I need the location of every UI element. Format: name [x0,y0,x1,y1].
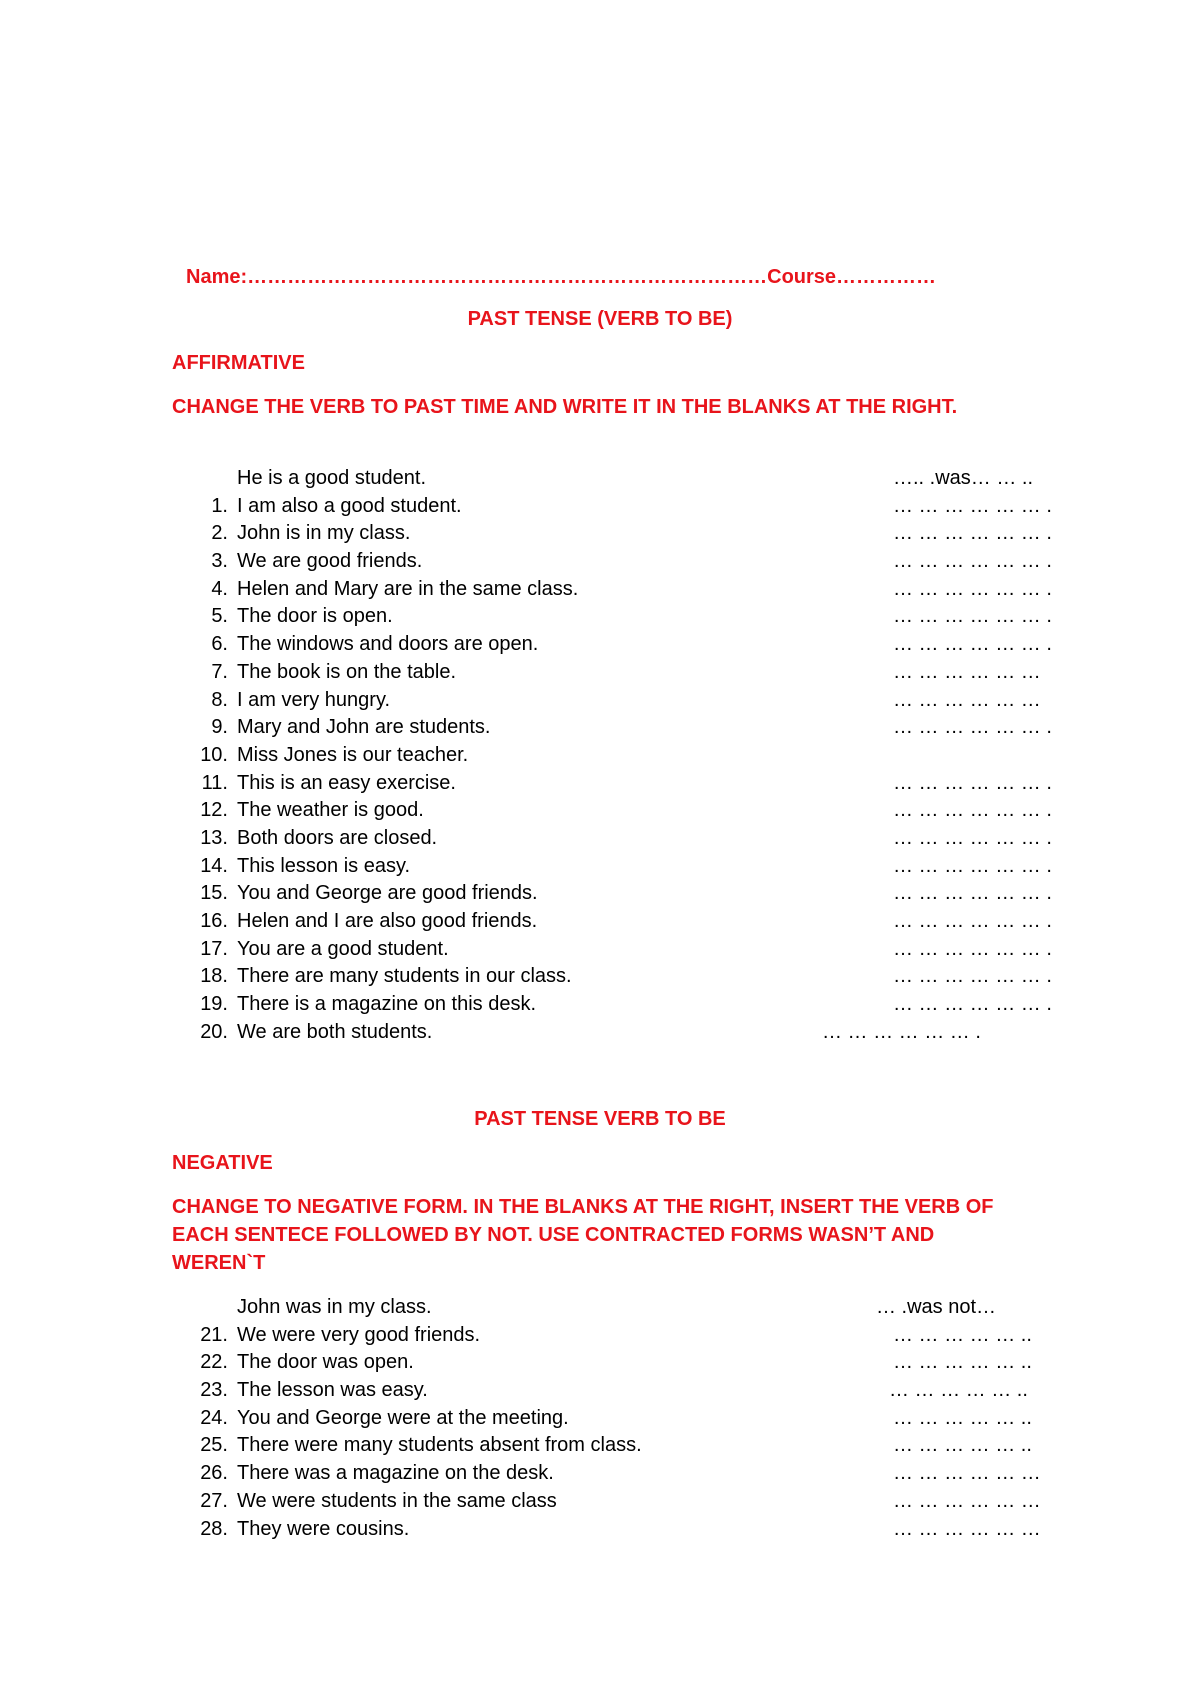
answer-blank[interactable]: … … … … … … . [893,882,1052,905]
answer-blank[interactable]: … … … … … .. [893,1434,1032,1457]
item-number: 12. [200,799,228,822]
example-answer: … .was not… [876,1296,997,1318]
exercise-row [200,687,1060,715]
answer-blank[interactable]: … … … … … … [893,1462,1041,1485]
item-number: 5. [211,605,228,628]
item-number: 27. [200,1489,228,1512]
item-number: 9. [211,716,228,739]
item-sentence: The lesson was easy. [237,1379,428,1402]
item-sentence: We are both students. [237,1020,433,1043]
item-sentence: The door was open. [237,1351,414,1374]
answer-blank[interactable]: … … … … … … . [893,550,1052,573]
item-number: 18. [200,965,228,988]
exercise-row [200,1405,1060,1433]
exercise-row [200,991,1060,1019]
item-number: 7. [211,660,228,683]
answer-blank[interactable]: … … … … … … [893,1517,1041,1540]
item-number: 16. [200,910,228,932]
answer-blank[interactable]: … … … … … … . [893,799,1052,822]
example-row [200,465,1060,493]
item-sentence: You and George are good friends. [237,882,538,905]
item-sentence: Miss Jones is our teacher. [237,743,469,766]
answer-blank[interactable]: … … … … … .. [889,1379,1028,1402]
exercise-row [200,493,1060,521]
exercise-row [200,603,1060,631]
exercise-row [200,576,1060,604]
example-sentence: He is a good student. [237,467,427,489]
item-sentence: Both doors are closed. [237,826,438,849]
item-number: 17. [200,937,228,960]
answer-blank[interactable]: … … … … … .. [893,1323,1032,1346]
item-number: 11. [201,771,228,794]
answer-blank[interactable]: … … … … … … . [893,937,1052,960]
answer-blank[interactable]: … … … … … … . [893,771,1052,794]
item-sentence: Mary and John are students. [237,716,491,739]
answer-blank[interactable]: … … … … … … [893,1489,1041,1512]
answer-blank[interactable]: … … … … … … . [893,965,1052,988]
item-sentence: We were very good friends. [237,1323,481,1346]
exercise-row [200,853,1060,881]
item-sentence: You are a good student. [237,937,449,960]
item-sentence: The windows and doors are open. [237,633,539,656]
item-number: 3. [211,550,228,573]
item-sentence: John is in my class. [237,522,411,545]
section1-exercise-list [200,465,1060,1046]
answer-blank[interactable]: … … … … … … . [893,854,1052,877]
item-number: 1. [211,494,228,517]
answer-blank[interactable]: … … … … … … [893,660,1041,683]
item-number: 14. [200,854,228,877]
example-answer: ….. .was… … .. [893,467,1034,489]
item-sentence: We are good friends. [237,550,423,573]
item-number: 23. [200,1379,228,1402]
item-sentence: The door is open. [237,605,393,628]
answer-blank[interactable]: … … … … … … [893,688,1041,711]
answer-blank[interactable]: … … … … … … . [893,522,1052,545]
answer-blank[interactable]: … … … … … … . [893,716,1052,739]
example-row [200,1294,1060,1322]
example-sentence: John was in my class. [237,1296,432,1318]
exercise-row [200,1460,1060,1488]
item-number: 21. [200,1323,228,1346]
item-number: 6. [211,633,228,656]
exercise-row [200,963,1060,991]
item-number: 10. [200,743,228,766]
exercise-row [200,1516,1060,1544]
name-course-line[interactable]: Name:……………………………………………………………………Course…………… [186,266,937,288]
exercise-row [200,1349,1060,1377]
item-sentence: There were many students absent from class. [237,1434,642,1457]
item-number: 25. [200,1434,228,1457]
item-number: 15. [200,882,228,905]
exercise-row [200,631,1060,659]
exercise-row [200,880,1060,908]
answer-blank[interactable]: … … … … … … . [893,494,1052,517]
item-sentence: They were cousins. [237,1517,410,1540]
item-number: 4. [211,577,228,600]
exercise-row [200,659,1060,687]
exercise-row [200,1488,1060,1516]
answer-blank[interactable]: … … … … … .. [893,1351,1032,1374]
section1-instruction: CHANGE THE VERB TO PAST TIME AND WRITE IT IN THE BLANKS AT THE RIGHT. [172,396,958,418]
exercise-row [200,1019,1060,1047]
item-number: 26. [200,1462,228,1485]
item-number: 22. [200,1351,228,1374]
exercise-row [200,520,1060,548]
item-number: 20. [200,1020,228,1043]
section2-title: PAST TENSE VERB TO BE [474,1108,726,1130]
item-sentence: There are many students in our class. [237,965,572,988]
item-number: 2. [211,522,228,545]
item-sentence: I am also a good student. [237,494,462,517]
exercise-row [200,825,1060,853]
exercise-row [200,797,1060,825]
item-sentence: There was a magazine on the desk. [237,1462,554,1485]
exercise-row [200,1377,1060,1405]
answer-blank[interactable]: … … … … … … . [893,910,1052,932]
item-sentence: I am very hungry. [237,688,391,711]
item-number: 28. [200,1517,228,1540]
exercise-row [200,936,1060,964]
item-sentence: The book is on the table. [237,660,457,683]
item-sentence: Helen and Mary are in the same class. [237,577,579,600]
item-sentence: The weather is good. [237,799,424,822]
exercise-row [200,1432,1060,1460]
exercise-row [200,742,1060,770]
section2-heading: NEGATIVE [172,1152,273,1174]
answer-blank[interactable]: … … … … … … . [893,993,1052,1016]
item-sentence: We were students in the same class [237,1489,557,1512]
item-number: 19. [200,993,228,1016]
exercise-row [200,770,1060,798]
answer-blank[interactable]: … … … … … .. [893,1406,1032,1429]
item-sentence: This is an easy exercise. [237,771,456,794]
section1-heading: AFFIRMATIVE [172,352,305,374]
exercise-row [200,908,1060,936]
section1-title: PAST TENSE (VERB TO BE) [467,308,733,330]
answer-blank[interactable]: … … … … … … . [893,577,1052,600]
answer-blank[interactable]: … … … … … … . [893,633,1052,656]
exercise-row [200,714,1060,742]
answer-blank[interactable]: … … … … … … . [893,605,1052,628]
item-number: 13. [200,826,228,849]
item-sentence: There is a magazine on this desk. [237,993,537,1016]
section2-instruction: CHANGE TO NEGATIVE FORM. IN THE BLANKS AT THE RIGHT, INSERT THE VERB OF EACH SENTECE FOLLOWED BY NOT. USE CONTRACTED FORMS WASN’T AND WEREN`T [172,1196,994,1274]
item-sentence: You and George were at the meeting. [237,1406,569,1429]
item-number: 8. [211,688,228,711]
item-number: 24. [200,1406,228,1429]
item-sentence: Helen and I are also good friends. [237,910,538,932]
section2-exercise-list [200,1294,1060,1543]
exercise-row [200,548,1060,576]
answer-blank[interactable]: … … … … … … . [822,1020,981,1043]
exercise-row [200,1322,1060,1350]
answer-blank[interactable]: … … … … … … . [893,826,1052,849]
item-sentence: This lesson is easy. [237,854,411,877]
